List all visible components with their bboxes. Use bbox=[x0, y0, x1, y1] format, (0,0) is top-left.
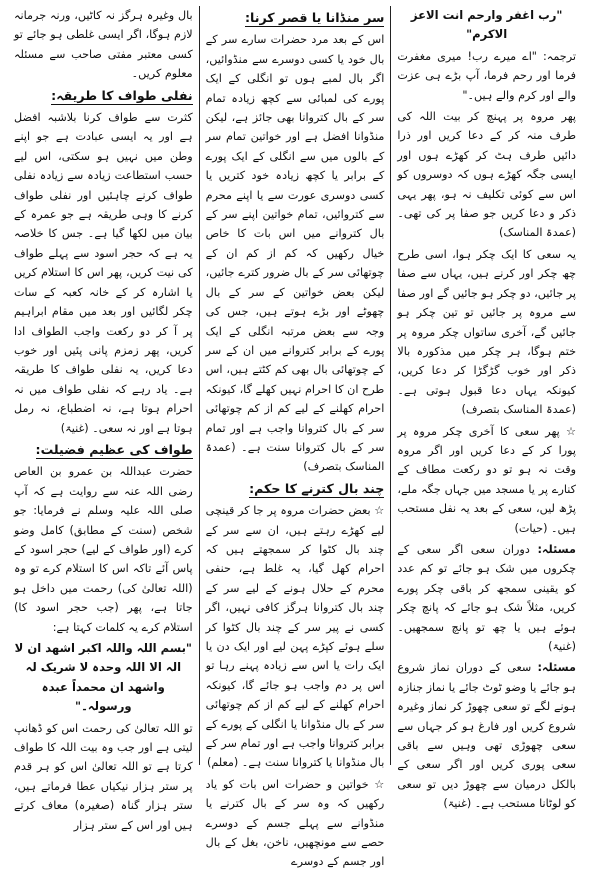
left-column bbox=[8, 6, 200, 832]
few-hairs-paragraph: ☆ بعض حضرات مروہ پر جا کر قینچی لیے کھڑے رہتے ہیں، ان سے سر کے چند بال کٹوا کر سمجھتے ہیں کہ احرام کھل گیا، یہ غلط ہے، حنفی محرم کے حلال ہونے کے لیے سر کے چند بال کتروانا ہرگز کافی نہیں، اگر کسی نے پیر سر کے چند بال کٹوا کر سلے ہوئے کپڑے پہن لیے اور ایک دن یا ایک رات یا اس سے زیادہ پہنے رہا تو اس پر دم واجب ہو جائے گا، کیونکہ احرام کھلنے کے لیے کم از کم چوتھائی سر کے بال منڈوانا یا انگلی کے پورے کے برابر کتروانا واجب ہے اور تمام سر کے بال منڈوانا یا کتروانا سنت ہے۔ (معلم) bbox=[205, 504, 385, 770]
masala-label: مسئلہ: bbox=[537, 661, 576, 675]
marwah-paragraph: پھر مروہ پر پہنچ کر بیت اللہ کی طرف منہ کر کے دعا کریں اور ذرا دائیں طرف ہٹ کر کھڑے ہوں اور ایسی جگہ کھڑے ہوں کہ دوسروں کو اس سے کوئی تکلیف نہ ہو، پھر یہی ذکر و دعا کریں جو صفا پر کی تھی۔ (عمدۃ المناسک) bbox=[397, 110, 576, 240]
three-column-layout bbox=[8, 6, 582, 869]
shaving-paragraph: اس کے بعد مرد حضرات سارے سر کے بال خود یا کسی دوسرے سے منڈوائیں، اگر بال لمبے ہوں تو انگلی کے ایک پورے کی لمبائی سے کچھ زیادہ تمام سر کے بال کتروانا بھی جائز ہے، لیکن منڈوانا افضل ہے اور خواتین تمام سر کے بالوں میں سے انگلی کے ایک پورے کے برابر یا کچھ زیادہ خود کتریں یا کسی دوسری عورت سے یا اپنے محرم سے کتروائیں، تمام خواتین اپنے سر کے بال کتروانے میں اس بات کا خاص خیال رکھیں کہ کم از کم ان کے چوتھائی سر کے بال ضرور کترے جائیں، لیکن بعض خواتین کے سر کے بال چھوٹے اور بڑے ہوتے ہیں، جس کی وجہ سے بعض مرتبہ انگلی کے ایک پورے کے برابر کتروانے میں ان کے سر کے چوتھائی بال بھی کم کٹتے ہیں، اس طرح ان کا احرام نہیں کھلے گا، کیونکہ احرام کھلنے کے لیے کم از کم چوتھائی سر کے بال کتروانا واجب ہے اور تمام سر کے بال کتروانا سنت ہے۔ (عمدۃ المناسک بتصرف) bbox=[205, 33, 385, 474]
rounds-paragraph: یہ سعی کا ایک چکر ہوا، اسی طرح چھ چکر اور کرنے ہیں، یہاں سے صفا پر جائیں، دو چکر ہو جائیں گے اور صفا سے مروہ پر جائیں تو تین چکر ہو جائیں گے، آخری ساتواں چکر مروہ پر ختم ہوگا، ہر چکر میں مذکورہ بالا ذکر اور خوب گڑگڑا کر دعا کریں، کیونکہ یہاں دعا قبول ہوتی ہے۔ (عمدۃ المناسک بتصرف) bbox=[397, 247, 576, 417]
masala-doubt-text: دوران سعی اگر سعی کے چکروں میں شک ہو جائے تو کم عدد کو یقینی سمجھ کر باقی چکر پورے کریں، مثلاً شک ہو جائے کہ پانچ چکر ہوئے ہیں یا چھ تو پانچ سمجھیں۔ (غنیۃ) bbox=[397, 542, 576, 653]
section-heading: نفلی طواف کا طریقہ: bbox=[51, 87, 193, 103]
masala-doubt-paragraph bbox=[397, 540, 576, 656]
section-heading: سر منڈانا یا قصر کرنا: bbox=[244, 10, 385, 25]
dua-translation: ترجمہ: "اے میرے رب! میری مغفرت فرما اور رحم فرما، آپ بڑے ہی عزت والے اور کرم والے ہیں۔" bbox=[397, 49, 576, 102]
masala-prayer-paragraph bbox=[397, 658, 576, 813]
masala-prayer-text: سعی کے دوران نماز شروع ہو جائے یا وضو ٹوٹ جائے یا نماز جنازہ ہونے لگے تو سعی چھوڑ کر نماز وغیرہ شروع کریں اور فارغ ہو کر جہاں سے سعی چھوڑی تھی وہیں سے باقی سعی پوری کریں اور اگر سعی کے بالکل درمیان سے چھوڑ دیں تو سعی کو لوٹانا مستحب ہے۔ (غنیۃ) bbox=[397, 661, 576, 811]
reminder-paragraph: ☆ خواتین و حضرات اس بات کو یاد رکھیں کہ وہ سر کے بال کترنے یا منڈوانے سے پہلے جسم کے دوسرے حصے سے مونچھیں، ناخن، بغل کے بال اور جسم کے دوسرے bbox=[205, 777, 385, 869]
right-column bbox=[391, 6, 582, 811]
final-round-paragraph: ☆ پھر سعی کا آخری چکر مروہ پر پورا کر کے دعا کریں اور اگر مروہ وقت نہ ہو تو دو رکعت مطاف کے کنارے پر یا مسجد میں جہاں جگہ ملے، پڑھ لیں، سعی کے بعد یہ نفل مستحب ہیں۔ (حیات) bbox=[397, 424, 576, 535]
masala-label: مسئلہ: bbox=[537, 542, 576, 556]
reward-paragraph: تو اللہ تعالیٰ کی رحمت اس کو ڈھانپ لیتی ہے اور جب وہ بیت اللہ کا طواف کرتا ہے تو اللہ تعالیٰ اس کو ہر قدم پر ستر ہزار نیکیاں عطا فرماتے ہیں، ستر ہزار گناہ (صغیرہ) معاف کرتے ہیں اور اس کے ستر ہزار bbox=[13, 721, 193, 832]
middle-column bbox=[200, 6, 392, 869]
continuation-paragraph: بال وغیرہ ہرگز نہ کاٹیں، ورنہ جرمانہ لازم ہوگا، اگر ایسی غلطی ہو جائے تو کسی معتبر مفتی صاحب سے مسئلہ معلوم کریں۔ bbox=[13, 9, 193, 81]
arabic-dua: "رب اغفر وارحم انت الاعز الاکرم" bbox=[410, 8, 563, 42]
section-heading: طواف کی عظیم فضیلت: bbox=[35, 441, 193, 457]
hadith-paragraph: حضرت عبداللہ بن عمرو بن العاص رضی اللہ عنہ سے روایت ہے کہ آپ صلی اللہ علیہ وسلم نے فرمایا: جو شخص (سنت کے مطابق) کامل وضو کرے (اور طواف کے لیے) حجر اسود کے پاس آئے تاکہ اس کا استلام کرے تو وہ (اللہ تعالیٰ کی) رحمت میں داخل ہو جاتا ہے، پھر (جب حجر اسود کا) استلام کرے یہ کلمات کہتا ہے: bbox=[13, 465, 193, 634]
arabic-kalimat: "بسم اللہ واللہ اکبر اشھد ان لا الہ الا اللہ وحدہ لا شریک لہ واشھد ان محمداً عبدہ ورسولہ۔" bbox=[14, 641, 192, 714]
nafl-tawaf-paragraph: کثرت سے طواف کرنا بلاشبہ افضل ہے اور یہ ایسی عبادت ہے جو اپنے وطن میں نہیں ہو سکتی، اس لیے حسب استطاعت زیادہ سے زیادہ نفلی طواف کرنے چاہئیں اور نفلی طواف کرنے کا وہی طریقہ ہے جو عمرہ کے بیان میں لکھا گیا ہے۔ جس کا خلاصہ یہ ہے کہ حجر اسود سے پہلے طواف کی نیت کریں، پھر اس کا استلام کریں یا اشارہ کر کے خانہ کعبہ کے سات چکر لگائیں اور بعد میں مقام ابراہیم پر آ کر دو رکعت واجب الطواف ادا کریں، پھر زمزم پانی پئیں اور خوب دعا کریں، یہ نفلی طواف کا طریقہ ہے۔ یاد رہے کہ نفلی طواف میں نہ احرام ہوتا ہے، نہ اضطباع، نہ رمل ہوتا ہے اور نہ سعی۔ (غنیۃ) bbox=[13, 111, 193, 435]
section-heading: چند بال کترنے کا حکم: bbox=[249, 480, 385, 496]
